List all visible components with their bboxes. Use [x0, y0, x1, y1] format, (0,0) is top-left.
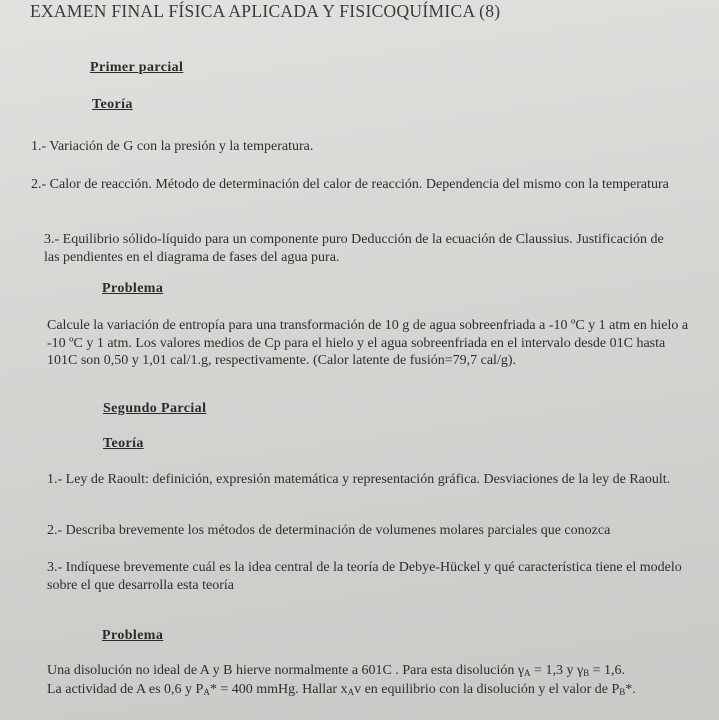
- gamma-a-value: = 1,3 y: [530, 663, 577, 678]
- xa-subscript: A: [347, 687, 355, 697]
- primer-question-3: 3.- Equilibrio sólido-líquido para un componente puro Deducción de la ecuación de Claussius. Justificación de las pendientes en el diagrama de fases del agua pura.: [44, 232, 664, 265]
- segundo-parcial-heading: Segundo Parcial: [103, 401, 207, 416]
- problema-line-1-text: Una disolución no ideal de A y B hierve normalmente a 601C . Para esta disolución: [47, 663, 518, 678]
- pb-subscript: B: [619, 687, 626, 697]
- primer-question-2: 2.- Calor de reacción. Método de determinación del calor de reacción. Dependencia del mismo con la temperatura: [31, 177, 669, 192]
- primer-question-1: 1.- Variación de G con la presión y la temperatura.: [31, 139, 314, 154]
- segundo-question-2: 2.- Describa brevemente los métodos de determinación de volumenes molares parciales que conozca: [47, 523, 611, 538]
- primer-parcial-heading: Primer parcial: [90, 60, 184, 75]
- segundo-teoria-heading: Teoría: [103, 436, 144, 451]
- gamma-b-symbol: γ: [576, 663, 584, 678]
- segundo-problema-heading: Problema: [102, 628, 164, 643]
- gamma-b-value: = 1,6.: [589, 663, 626, 678]
- pa-rest: * = 400 mmHg. Hallar x: [209, 682, 348, 697]
- gamma-a-symbol: γ: [517, 663, 525, 678]
- primer-problema-heading: Problema: [102, 281, 164, 296]
- segundo-question-3: 3.- Indíquese brevemente cuál es la idea central de la teoría de Debye-Hückel y qué característica tiene el modelo sobre el que desarrolla esta teoría: [47, 560, 682, 593]
- segundo-problema-line-1: [47, 662, 712, 683]
- segundo-question-1: 1.- Ley de Raoult: definición, expresión matemática y representación gráfica. Desviaciones de la ley de Raoult.: [47, 472, 671, 487]
- pb-rest: *.: [625, 682, 636, 697]
- xa-rest: v en equilibrio con la disolución y el valor de P: [354, 682, 620, 697]
- primer-teoria-heading: Teoría: [92, 97, 133, 112]
- pa-subscript: A: [203, 687, 210, 697]
- problema-line-2-text: La actividad de A es 0,6 y P: [47, 682, 204, 697]
- gamma-b-subscript: B: [583, 668, 590, 678]
- primer-problema-text: Calcule la variación de entropía para una transformación de 10 g de agua sobreenfriada a -10 ºC y 1 atm en hielo a -10 ºC y 1 atm. Los valores medios de Cp para el hielo y el agua sobreenfriada en el intervalo desde 01C hasta 101C son 0,50 y 1,01 cal/1.g, respectivamente. (Calor latente de fusión=79,7 cal/g).: [47, 318, 689, 368]
- exam-title: EXAMEN FINAL FÍSICA APLICADA Y FISICOQUÍMICA (8): [30, 1, 501, 21]
- gamma-a-subscript: A: [524, 668, 531, 678]
- segundo-problema-line-2: [47, 681, 712, 702]
